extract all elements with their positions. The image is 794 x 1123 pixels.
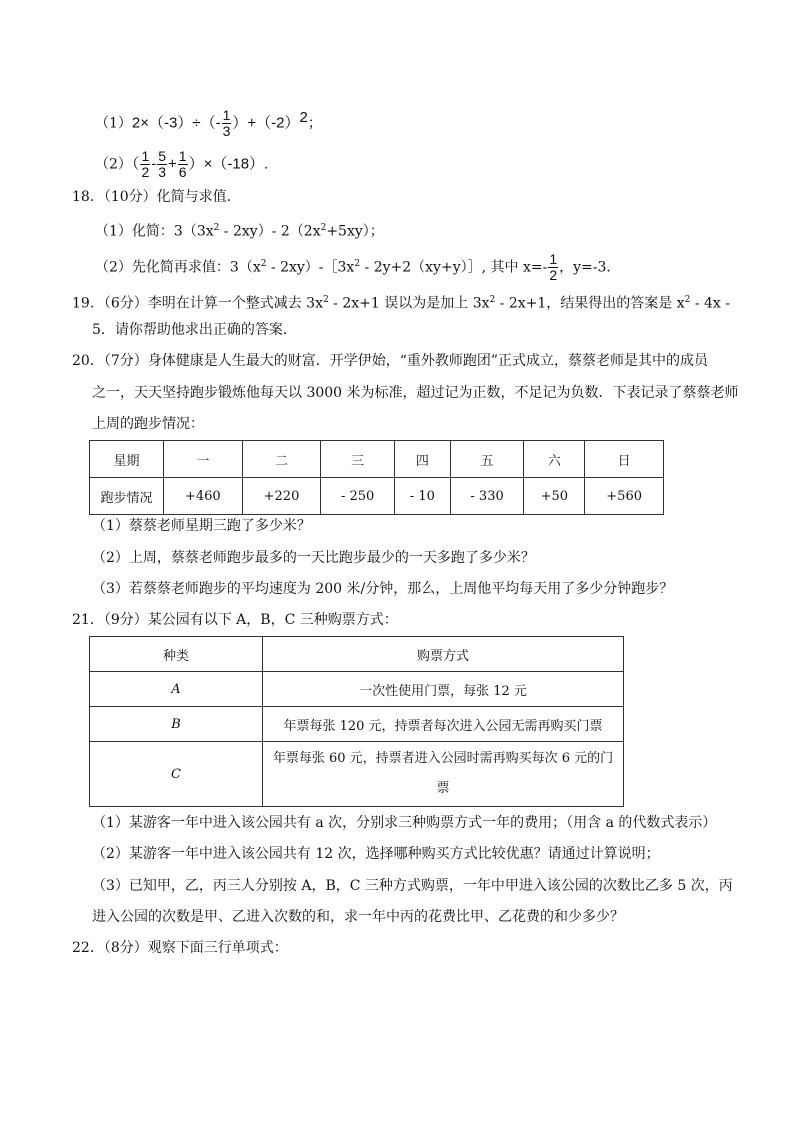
table-row (90, 707, 624, 742)
q20-line1: 20．（7分）身体健康是人生最大的财富．开学伊始，“重外教师跑团”正式成立，蔡蔡老师是其中的成员 (72, 353, 709, 369)
cell-line: 票 (436, 781, 450, 796)
exponent: 2 (213, 223, 220, 233)
table-cell: - 250 (321, 478, 395, 515)
fraction-denominator: 2 (549, 267, 558, 283)
q20-part2: （2）上周，蔡蔡老师跑步最多的一天比跑步最少的一天多跑了多少米？ (92, 550, 535, 566)
table-cell: 星期 (90, 441, 164, 478)
fraction-denominator: 2 (141, 164, 150, 180)
q22-title: 22．（8分）观察下面三行单项式： (72, 940, 288, 956)
table-cell: 二 (242, 441, 321, 478)
q20-line2: 之一，天天坚持跑步锻炼他每天以 3000 米为标准，超过记为正数，不足记为负数．下表记录了蔡蔡老师 (92, 385, 739, 401)
q17-part2-label: （2） (95, 156, 132, 173)
q18-part2-d: ，y=-3． (559, 259, 621, 276)
q18-part1-c: +5xy）； (326, 223, 384, 240)
q19-text-c: - 2x+1，结果得出的答案是 x (495, 295, 685, 312)
q18-part1-b: - 2xy）- 2（2x (219, 223, 321, 240)
table-row (90, 672, 624, 707)
table-cell: 一 (164, 441, 243, 478)
fraction-numerator: 1 (141, 148, 150, 164)
q19-line2: 5．请你帮助他求出正确的答案． (92, 322, 297, 338)
q17-part2-fraction-2 (157, 149, 167, 180)
table-header-row (90, 637, 624, 672)
fraction-denominator: 3 (158, 164, 167, 180)
table-cell: 年票每张 120 元，持票者每次进入公园无需再购买门票 (263, 707, 624, 742)
q21-part3-line2: 进入公园的次数是甲、乙进入次数的和，求一年中丙的花费比甲、乙花费的和少多少？ (92, 909, 624, 925)
q17-part2 (95, 149, 268, 180)
table-cell: +50 (524, 478, 585, 515)
q21-part2: （2）某游客一年中进入该公园共有 12 次，选择哪种购买方式比较优惠？请通过计算说明； (92, 846, 660, 862)
table-cell: A (90, 672, 263, 707)
q21-title: 21．（9分）某公园有以下 A，B，C 三种购票方式： (72, 612, 398, 628)
cell-line: 年票每张 60 元，持票者进入公园时需再购买每次 6 元的门 (272, 751, 614, 766)
table-cell: 日 (585, 441, 664, 478)
table-cell: - 10 (394, 478, 450, 515)
q18-part2-b: - 2xy）-［3x (266, 259, 355, 276)
q20-part1: （1）蔡蔡老师星期三跑了多少米？ (92, 518, 311, 534)
q17-part2-fraction-1 (140, 149, 150, 180)
table-cell: C (90, 742, 263, 807)
table-cell: 种类 (90, 637, 263, 672)
exponent: 2 (322, 295, 329, 305)
q17-part2-fraction-3 (178, 149, 188, 180)
q17-part1-fraction (222, 108, 232, 139)
fraction-denominator: 6 (178, 164, 187, 180)
q17-part1-label: （1） (95, 115, 132, 132)
table-cell: +220 (242, 478, 321, 515)
q18-part1 (95, 218, 384, 242)
q17-part1 (95, 108, 322, 139)
q21-part1: （1）某游客一年中进入该公园共有 a 次，分别求三种购票方式一年的费用；（用含 a 的代数式表示） (92, 815, 717, 831)
exponent: 2 (489, 295, 496, 305)
q19-text-d: - 4x - (690, 295, 731, 312)
q20-running-table (89, 440, 664, 515)
table-cell: 四 (394, 441, 450, 478)
exponent: 2 (299, 109, 308, 126)
q21-part3-line1: （3）已知甲，乙，丙三人分别按 A，B，C 三种方式购票，一年中甲进入该公园的次数比乙多 5 次，丙 (92, 878, 733, 894)
q17-part1-expr-suffix: ）+（-2） (232, 114, 300, 132)
table-cell: 三 (321, 441, 395, 478)
q20-part3: （3）若蔡蔡老师跑步的平均速度为 200 米/分钟，那么，上周他平均每天用了多少分钟跑步？ (92, 581, 674, 597)
exponent: 2 (320, 223, 327, 233)
q18-title: 18．（10分）化简与求值． (72, 189, 241, 205)
table-header-row (90, 441, 664, 478)
q19-text-b: - 2x+1 误以为是加上 3x (328, 295, 490, 312)
fraction-numerator: 1 (549, 251, 558, 267)
q18-part1-a: （1）化简：3（3x (95, 223, 214, 240)
table-cell: 六 (524, 441, 585, 478)
q19-text-a: 19．（6分）李明在计算一个整式减去 3x (72, 295, 323, 312)
exponent: 2 (684, 295, 691, 305)
fraction-numerator: 5 (158, 148, 167, 164)
fraction-denominator: 3 (222, 123, 231, 140)
q18-part2 (95, 252, 620, 283)
fraction-numerator: 1 (178, 148, 187, 164)
operator: - (151, 155, 157, 173)
q18-part2-fraction (548, 252, 558, 283)
table-cell: 一次性使用门票，每张 12 元 (263, 672, 624, 707)
q20-line3: 上周的跑步情况： (92, 416, 204, 432)
paren: （ (131, 155, 140, 173)
exponent: 2 (354, 258, 361, 269)
table-cell: 购票方式 (263, 637, 624, 672)
q18-part2-c: - 2y+2（xy+y）］, 其中 x=- (360, 259, 548, 276)
exponent: 2 (260, 258, 267, 269)
q17-part2-expr-suffix: ）×（-18）. (188, 155, 269, 173)
table-cell (263, 742, 624, 807)
fraction-numerator: 1 (222, 107, 231, 124)
table-cell: +560 (585, 478, 664, 515)
q18-part2-a: （2）先化简再求值：3（x (95, 259, 261, 276)
table-cell: - 330 (450, 478, 524, 515)
table-row (90, 478, 664, 515)
q21-ticket-table (89, 636, 624, 807)
operator: + (168, 155, 177, 173)
punctuation: ； (307, 115, 322, 132)
q19-line1 (72, 290, 730, 314)
table-cell: 五 (450, 441, 524, 478)
table-cell: +460 (164, 478, 243, 515)
q17-part1-expr-prefix: 2×（-3）÷（- (131, 114, 221, 132)
table-cell: 跑步情况 (90, 478, 164, 515)
table-cell: B (90, 707, 263, 742)
table-row (90, 742, 624, 807)
